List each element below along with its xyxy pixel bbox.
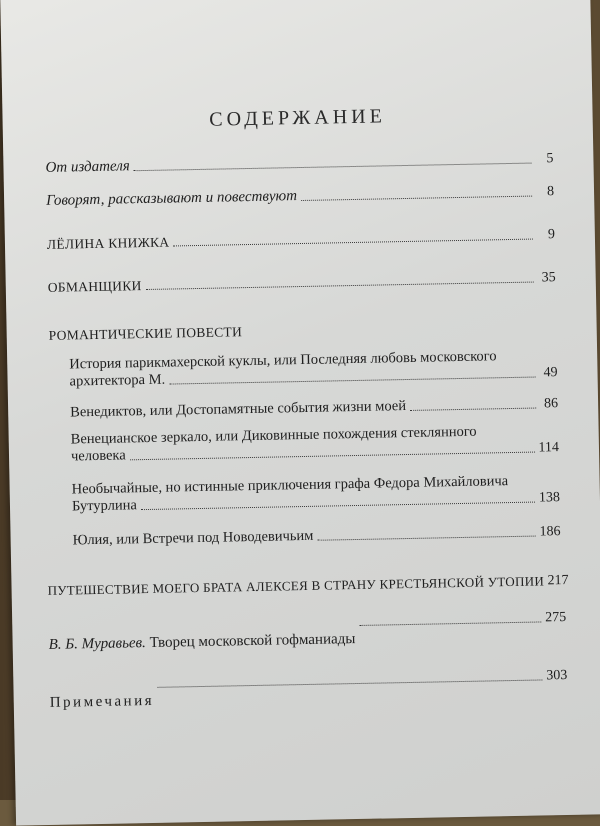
toc-entry-label: ОБМАНЩИКИ (47, 278, 142, 295)
toc-entry-label (49, 631, 356, 654)
toc-page-number: 5 (546, 151, 554, 167)
toc-entry-from-publisher[interactable] (45, 150, 553, 177)
leader-dots (130, 451, 535, 461)
toc-entry-label-continued: Бутурлина (71, 497, 138, 515)
toc-entry-brothers-journey[interactable] (47, 572, 569, 599)
toc-entry-label: Примечания (49, 692, 155, 711)
leader-dots (410, 407, 536, 411)
leader-dots (317, 535, 535, 541)
toc-entry-they-say[interactable] (46, 183, 554, 210)
toc-entry-label: ПУТЕШЕСТВИЕ МОЕГО БРАТА АЛЕКСЕЯ В СТРАНУ КРЕСТЬЯНСКОЙ УТОПИИ (47, 573, 545, 598)
leader-dots (301, 195, 532, 201)
toc-entry-label: Необычайные, но истинные приключения графа Федора Михайловича (71, 473, 509, 498)
toc-page-number: 275 (545, 609, 567, 626)
toc-page-number: 138 (538, 490, 561, 506)
toc-entry-label: Венедиктов, или Достопамятные события жизни моей (70, 398, 407, 421)
essay-author: В. Б. Муравьев. (48, 635, 147, 653)
toc-entry-label: Венецианское зеркало, или Диковинные похождения стеклянного (70, 423, 477, 448)
leader-dots (173, 238, 533, 247)
toc-subentry-venetian-mirror[interactable] (71, 422, 560, 465)
leader-dots (359, 620, 541, 625)
toc-entry-lelina-book[interactable] (47, 227, 555, 253)
leader-dots (141, 501, 535, 511)
leader-dots (158, 678, 543, 687)
toc-entry-label: От издателя (45, 158, 130, 176)
toc-entry-label: Юлия, или Встречи под Новодевичьим (72, 527, 314, 549)
toc-subentry-buturlin[interactable] (72, 472, 561, 515)
toc-entry-label: Говорят, рассказывают и повествуют (45, 188, 298, 209)
page-title: СОДЕРЖАНИЕ (209, 105, 387, 131)
toc-entry-notes[interactable] (49, 667, 568, 712)
toc-page-number: 49 (543, 365, 558, 381)
leader-dots (169, 376, 535, 385)
section-heading-romantic-tales: РОМАНТИЧЕСКИЕ ПОВЕСТИ (48, 324, 243, 343)
toc-entry-label-continued: человека (70, 447, 126, 465)
toc-entry-label: История парикмахерской куклы, или Последняя любовь московского (69, 348, 497, 373)
toc-page-number: 35 (541, 270, 556, 286)
toc-entry-label: ЛЁЛИНА КНИЖКА (46, 234, 170, 252)
toc-page-number: 217 (547, 572, 569, 589)
toc-entry-muravyev-essay[interactable] (48, 609, 567, 654)
toc-page-number: 86 (543, 396, 559, 412)
toc-subentry-wig-doll[interactable] (69, 347, 558, 390)
toc-page-number: 114 (538, 440, 560, 456)
leader-dots (146, 281, 534, 290)
toc-entry-deceivers[interactable] (48, 270, 556, 296)
toc-entry-label-continued: архитектора М. (69, 371, 166, 390)
toc-page-number: 8 (546, 184, 555, 200)
leader-dots (134, 162, 532, 172)
toc-page-number: 303 (546, 667, 568, 684)
toc-subentry-julia[interactable] (73, 523, 561, 549)
essay-title: Творец московской гофманиады (149, 631, 356, 651)
toc-page-number: 9 (547, 227, 556, 243)
toc-page-number: 186 (539, 524, 561, 540)
toc-subentry-venediktov[interactable] (70, 395, 558, 421)
